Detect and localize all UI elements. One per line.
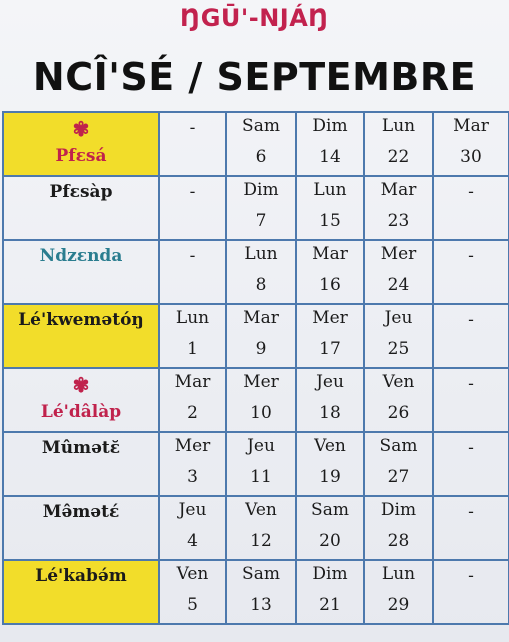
- day-cell: [296, 240, 364, 304]
- empty-day-cell: [433, 560, 509, 624]
- day-number: 19: [319, 467, 341, 487]
- dash-mark: -: [468, 310, 474, 330]
- weekday: Jeu: [178, 500, 207, 520]
- day-cell: [159, 496, 226, 560]
- day-number: 28: [387, 531, 410, 551]
- day-cell: [364, 240, 433, 304]
- weekday: Mar: [453, 116, 489, 136]
- row-label: Ndzɛnda: [39, 246, 123, 266]
- weekday: Mar: [174, 372, 211, 392]
- day-cell: [226, 496, 296, 560]
- weekday: Mer: [380, 244, 417, 264]
- day-number: 20: [319, 531, 341, 551]
- day-number: 17: [319, 339, 341, 359]
- weekday: Lun: [313, 180, 347, 200]
- calendar-row: [3, 368, 509, 432]
- weekday: Mar: [380, 180, 417, 200]
- calendar-body: [3, 112, 509, 624]
- row-label-cell: [3, 112, 159, 176]
- day-cell: [226, 560, 296, 624]
- calendar-row: [3, 496, 509, 560]
- day-number: 12: [250, 531, 272, 551]
- calendar-row: [3, 304, 509, 368]
- day-number: 1: [187, 339, 198, 359]
- weekday: Dim: [312, 564, 348, 584]
- dash-mark: -: [189, 118, 196, 138]
- day-number: 2: [187, 403, 198, 423]
- day-cell: [226, 112, 296, 176]
- dash-mark: -: [468, 182, 474, 202]
- row-label-cell: [3, 368, 159, 432]
- row-label-cell: [3, 176, 159, 240]
- day-cell: [296, 112, 364, 176]
- weekday: Mer: [174, 436, 211, 456]
- row-label-cell: [3, 496, 159, 560]
- page-subtitle: ŊGŪ'-NJÁŊ: [180, 4, 329, 32]
- day-number: 18: [319, 403, 341, 423]
- day-number: 26: [387, 403, 410, 423]
- flower-icon: ✾: [72, 117, 90, 141]
- day-cell: [296, 432, 364, 496]
- dash-mark: -: [189, 246, 196, 266]
- day-cell: [159, 368, 226, 432]
- dash-mark: -: [468, 502, 474, 522]
- row-label-cell: [3, 240, 159, 304]
- dash-mark: -: [468, 566, 474, 586]
- day-cell: [226, 432, 296, 496]
- day-number: 4: [187, 531, 198, 551]
- day-cell: [296, 176, 364, 240]
- day-cell: [296, 368, 364, 432]
- day-number: 16: [319, 275, 341, 295]
- weekday: Sam: [242, 116, 280, 136]
- day-number: 8: [255, 275, 267, 295]
- day-number: 29: [387, 595, 410, 615]
- day-cell: [296, 496, 364, 560]
- calendar-row: [3, 112, 509, 176]
- empty-day-cell: [159, 240, 226, 304]
- weekday: Mer: [312, 308, 348, 328]
- day-number: 5: [187, 595, 198, 615]
- weekday: Ven: [382, 372, 415, 392]
- day-cell: [433, 112, 509, 176]
- day-number: 22: [387, 147, 410, 167]
- weekday: Jeu: [316, 372, 344, 392]
- weekday: Ven: [176, 564, 209, 584]
- empty-day-cell: [433, 496, 509, 560]
- empty-day-cell: [433, 240, 509, 304]
- weekday: Sam: [311, 500, 349, 520]
- day-number: 7: [255, 211, 267, 231]
- day-cell: [364, 304, 433, 368]
- day-number: 3: [187, 467, 198, 487]
- day-number: 21: [319, 595, 341, 615]
- weekday: Jeu: [384, 308, 413, 328]
- row-label: Mûmətɛ̆: [41, 438, 121, 458]
- calendar-row: [3, 432, 509, 496]
- day-cell: [364, 496, 433, 560]
- empty-day-cell: [433, 432, 509, 496]
- weekday: Dim: [312, 116, 348, 136]
- day-number: 30: [460, 147, 482, 167]
- calendar-table: [2, 111, 509, 625]
- day-cell: [226, 304, 296, 368]
- weekday: Dim: [380, 500, 417, 520]
- row-label-cell: [3, 432, 159, 496]
- row-label-cell: [3, 304, 159, 368]
- weekday: Jeu: [247, 436, 275, 456]
- day-number: 24: [387, 275, 410, 295]
- row-label: Lé'dâlàp: [40, 402, 122, 422]
- empty-day-cell: [433, 176, 509, 240]
- day-number: 6: [255, 147, 267, 167]
- day-number: 14: [319, 147, 341, 167]
- dash-mark: -: [468, 246, 474, 266]
- empty-day-cell: [433, 368, 509, 432]
- day-cell: [296, 304, 364, 368]
- day-cell: [159, 304, 226, 368]
- day-cell: [226, 176, 296, 240]
- dash-mark: -: [468, 438, 474, 458]
- day-number: 25: [387, 339, 410, 359]
- row-label-cell: [3, 560, 159, 624]
- flower-icon: ✾: [72, 373, 90, 397]
- weekday: Ven: [245, 500, 277, 520]
- day-cell: [159, 560, 226, 624]
- weekday: Ven: [314, 436, 346, 456]
- weekday: Dim: [243, 180, 279, 200]
- day-number: 10: [250, 403, 272, 423]
- day-cell: [364, 432, 433, 496]
- weekday: Mar: [312, 244, 348, 264]
- empty-day-cell: [433, 304, 509, 368]
- weekday: Mer: [243, 372, 279, 392]
- day-number: 23: [387, 211, 410, 231]
- day-cell: [296, 560, 364, 624]
- day-cell: [364, 112, 433, 176]
- day-cell: [364, 368, 433, 432]
- day-cell: [226, 368, 296, 432]
- day-cell: [159, 432, 226, 496]
- day-cell: [226, 240, 296, 304]
- day-cell: [364, 176, 433, 240]
- row-label: Pfɛsàp: [49, 182, 113, 202]
- row-label: Mə̂mətɛ́: [42, 502, 120, 522]
- calendar-row: [3, 240, 509, 304]
- weekday: Lun: [381, 116, 416, 136]
- dash-mark: -: [189, 182, 196, 202]
- calendar-row: [3, 176, 509, 240]
- day-number: 27: [387, 467, 410, 487]
- row-label: Pfɛsá: [55, 146, 107, 166]
- day-cell: [364, 560, 433, 624]
- weekday: Lun: [244, 244, 278, 264]
- weekday: Lun: [175, 308, 210, 328]
- dash-mark: -: [468, 374, 474, 394]
- empty-day-cell: [159, 176, 226, 240]
- row-label: Lé'kabə́m: [35, 566, 127, 586]
- day-number: 15: [319, 211, 341, 231]
- empty-day-cell: [159, 112, 226, 176]
- row-label: Lé'kwemətóŋ: [18, 310, 144, 330]
- page-title: NCÎ'SÉ / SEPTEMBRE: [32, 55, 477, 99]
- day-number: 9: [255, 339, 267, 359]
- weekday: Sam: [379, 436, 418, 456]
- weekday: Lun: [381, 564, 416, 584]
- calendar-row: [3, 560, 509, 624]
- day-number: 13: [250, 595, 272, 615]
- day-number: 11: [250, 467, 272, 487]
- weekday: Sam: [242, 564, 280, 584]
- weekday: Mar: [243, 308, 279, 328]
